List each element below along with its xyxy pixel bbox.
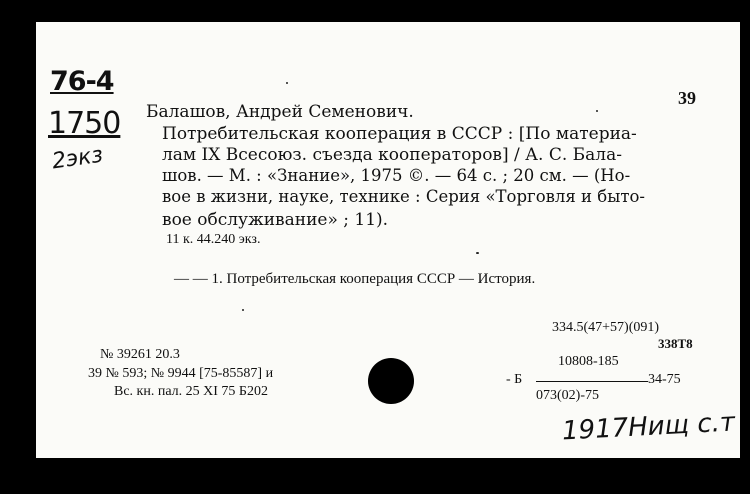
fraction-prefix: - Б	[506, 372, 523, 387]
scan-speck	[242, 309, 244, 311]
scan-speck	[596, 110, 598, 112]
registry-line-3: Вс. кн. пал. 25 XI 75 Б202	[114, 384, 268, 399]
page-number: 39	[678, 88, 696, 108]
description-line: лам IX Всесоюз. съезда кооператоров] / А. С. Бала-	[162, 145, 622, 165]
scan-speck	[476, 252, 479, 254]
fraction-numerator: 10808-185	[558, 354, 619, 369]
subject-heading: — — 1. Потребительская кооперация СССР — История.	[174, 271, 536, 287]
classification-line-2: 338T8	[658, 336, 693, 351]
registry-line-1: № 39261 20.3	[100, 347, 180, 362]
registry-line-2: 39 № 593; № 9944 [75-85587] и	[88, 366, 274, 381]
fraction-suffix: 34-75	[648, 372, 681, 387]
classification-line-1: 334.5(47+57)(091)	[552, 320, 660, 335]
description-line: вое обслуживание» ; 11).	[162, 210, 389, 230]
description-line: Потребительская кооперация в СССР : [По материа-	[162, 124, 637, 144]
call-number-middle: 1750	[48, 106, 121, 141]
copies-note: 2экз	[50, 142, 105, 175]
description-line: шов. — М. : «Знание», 1975 ©. — 64 с. ; 20 см. — (Но-	[162, 166, 631, 185]
author-heading: Балашов, Андрей Семенович.	[146, 102, 414, 122]
fraction-bar	[536, 381, 648, 382]
scan-speck	[286, 82, 288, 84]
description-line: вое в жизни, науке, технике : Серия «Торговля и быто-	[162, 187, 646, 206]
fraction-denominator: 073(02)-75	[536, 388, 599, 403]
card-punch-hole	[368, 358, 414, 404]
price-print-run: 11 к. 44.240 экз.	[166, 232, 261, 247]
call-number-top: 76-4	[50, 66, 114, 97]
handwritten-note: 1917Нищ с.т	[561, 407, 736, 447]
